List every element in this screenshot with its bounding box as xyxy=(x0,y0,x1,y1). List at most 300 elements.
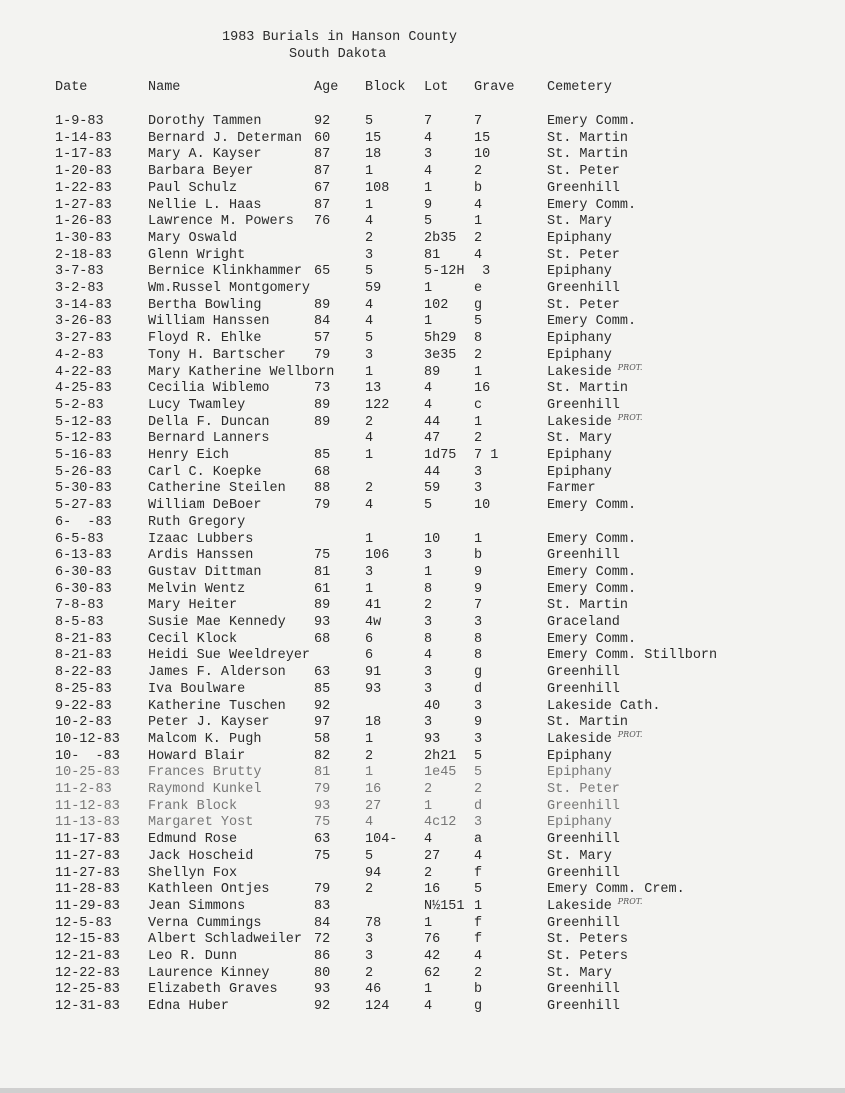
handwritten-note: PROT. xyxy=(617,729,643,739)
cell-cemetery: Emery Comm. Stillborn xyxy=(547,648,718,664)
cell-age: 88 xyxy=(314,481,331,497)
cell-grave: 9 xyxy=(474,564,483,580)
cell-age: 89 xyxy=(314,297,331,313)
table-row xyxy=(0,381,845,398)
cell-cemetery: Epiphany xyxy=(547,464,612,480)
cell-block: 4w xyxy=(365,615,382,630)
table-row xyxy=(0,916,845,933)
cell-date: 6-30-83 xyxy=(55,581,112,597)
cell-cemetery: St. Mary xyxy=(547,214,612,230)
cell-grave: d xyxy=(474,798,483,814)
cell-lot: 81 xyxy=(424,247,441,263)
cell-name: Edna Huber xyxy=(148,999,230,1015)
cell-block: 59 xyxy=(365,281,382,296)
table-row xyxy=(0,498,845,515)
cell-block: 5 xyxy=(365,114,374,129)
cell-block: 27 xyxy=(365,798,382,814)
cell-name: Bernard J. Determan xyxy=(148,130,302,146)
cell-grave: 2 xyxy=(474,230,483,246)
cell-date: 8-21-83 xyxy=(55,648,112,664)
cell-grave: f xyxy=(474,915,483,931)
cell-name: Dorothy Tammen xyxy=(148,114,262,129)
cell-cemetery: Epiphany xyxy=(547,765,612,781)
cell-block: 93 xyxy=(365,681,382,697)
header-age: Age xyxy=(314,80,339,95)
cell-name: Lawrence M. Powers xyxy=(148,214,294,230)
table-row xyxy=(0,565,845,582)
cell-age: 89 xyxy=(314,598,331,614)
cell-block: 1 xyxy=(365,448,374,463)
cell-cemetery: St. Peter xyxy=(547,247,620,263)
cell-date: 11-17-83 xyxy=(55,832,120,848)
cell-lot: 1 xyxy=(424,798,433,814)
cell-block: 1 xyxy=(365,765,374,781)
cell-cemetery: St. Martin xyxy=(547,147,629,163)
document-title: 1983 Burials in Hanson County xyxy=(222,30,457,45)
cell-grave: f xyxy=(474,932,483,948)
cell-lot: 27 xyxy=(424,848,441,864)
cell-age: 89 xyxy=(314,414,331,430)
header-name: Name xyxy=(148,80,181,95)
cell-block: 2 xyxy=(365,965,374,981)
table-row xyxy=(0,849,845,866)
table-row xyxy=(0,699,845,716)
cell-lot: 1 xyxy=(424,180,433,196)
cell-age: 87 xyxy=(314,164,331,180)
table-row xyxy=(0,548,845,565)
cell-block: 1 xyxy=(365,531,374,547)
cell-name: Mary A. Kayser xyxy=(148,147,262,163)
cell-date: 8-5-83 xyxy=(55,615,104,630)
cell-cemetery: Emery Comm. xyxy=(547,498,637,514)
cell-grave: b xyxy=(474,180,483,196)
cell-block: 2 xyxy=(365,748,374,764)
cell-block: 122 xyxy=(365,397,390,413)
cell-block: 108 xyxy=(365,180,390,196)
table-row xyxy=(0,147,845,164)
cell-cemetery: Greenhill xyxy=(547,397,620,413)
cell-block: 4 xyxy=(365,815,374,831)
cell-age: 93 xyxy=(314,615,331,630)
cell-grave: 2 xyxy=(474,431,483,447)
table-row xyxy=(0,815,845,832)
table-row xyxy=(0,198,845,215)
cell-lot: 93 xyxy=(424,731,441,747)
cell-cemetery: Lakeside xyxy=(547,364,612,380)
cell-lot: 62 xyxy=(424,965,441,981)
cell-name: Jack Hoscheid xyxy=(148,848,254,864)
cell-name: Carl C. Koepke xyxy=(148,464,262,480)
cell-age: 75 xyxy=(314,548,331,564)
cell-block: 2 xyxy=(365,882,374,898)
cell-block: 4 xyxy=(365,498,374,514)
table-row xyxy=(0,799,845,816)
cell-cemetery: Greenhill xyxy=(547,832,620,848)
cell-name: Bertha Bowling xyxy=(148,297,262,313)
cell-cemetery: Emery Comm. xyxy=(547,197,637,213)
table-row xyxy=(0,765,845,782)
cell-date: 12-25-83 xyxy=(55,982,120,998)
cell-age: 79 xyxy=(314,498,331,514)
cell-block: 1 xyxy=(365,364,374,380)
cell-age: 92 xyxy=(314,698,331,714)
cell-lot: 1 xyxy=(424,982,433,998)
cell-age: 81 xyxy=(314,765,331,781)
cell-date: 3-7-83 xyxy=(55,264,104,280)
table-header xyxy=(0,80,845,97)
cell-cemetery: Epiphany xyxy=(547,748,612,764)
cell-date: 11-29-83 xyxy=(55,898,120,914)
cell-block: 106 xyxy=(365,548,390,564)
cell-grave: d xyxy=(474,681,483,697)
handwritten-note: PROT. xyxy=(617,896,643,906)
cell-lot: 2 xyxy=(424,782,433,797)
cell-age: 86 xyxy=(314,949,331,964)
cell-grave: 9 xyxy=(474,581,483,597)
cell-date: 10- -83 xyxy=(55,748,120,764)
cell-lot: 1d75 xyxy=(424,448,457,463)
cell-block: 104- xyxy=(365,832,398,848)
cell-cemetery: St. Martin xyxy=(547,130,629,146)
cell-lot: 5 xyxy=(424,498,433,514)
cell-lot: 3 xyxy=(424,715,433,731)
cell-cemetery: Epiphany xyxy=(547,331,612,347)
cell-block: 91 xyxy=(365,665,382,681)
cell-name: James F. Alderson xyxy=(148,665,286,681)
cell-lot: 3 xyxy=(424,147,433,163)
cell-date: 1-27-83 xyxy=(55,197,112,213)
cell-date: 12-5-83 xyxy=(55,915,112,931)
cell-date: 6-13-83 xyxy=(55,548,112,564)
cell-cemetery: Emery Comm. xyxy=(547,631,637,647)
cell-cemetery: St. Peter xyxy=(547,297,620,313)
cell-lot: 2 xyxy=(424,865,433,881)
cell-lot: 8 xyxy=(424,581,433,597)
cell-grave: 8 xyxy=(474,331,483,347)
table-row xyxy=(0,782,845,799)
table-row xyxy=(0,264,845,281)
cell-age: 84 xyxy=(314,314,331,330)
cell-cemetery: Epiphany xyxy=(547,264,612,280)
cell-block: 3 xyxy=(365,949,374,964)
cell-date: 1-30-83 xyxy=(55,230,112,246)
cell-block: 6 xyxy=(365,648,374,664)
cell-name: Cecil Klock xyxy=(148,631,238,647)
cell-lot: 5 xyxy=(424,214,433,230)
cell-age: 85 xyxy=(314,681,331,697)
table-row xyxy=(0,231,845,248)
cell-cemetery: Greenhill xyxy=(547,548,620,564)
cell-lot: 4 xyxy=(424,381,433,397)
table-row xyxy=(0,949,845,966)
cell-cemetery: Emery Comm. Crem. xyxy=(547,882,685,898)
cell-age: 57 xyxy=(314,331,331,347)
cell-date: 3-26-83 xyxy=(55,314,112,330)
cell-age: 76 xyxy=(314,214,331,230)
cell-name: Cecilia Wiblemo xyxy=(148,381,270,397)
table-row xyxy=(0,715,845,732)
cell-grave: 9 xyxy=(474,715,483,731)
table-row xyxy=(0,131,845,148)
cell-name: Susie Mae Kennedy xyxy=(148,615,286,630)
cell-cemetery: Emery Comm. xyxy=(547,114,637,129)
table-row xyxy=(0,298,845,315)
cell-block: 2 xyxy=(365,230,374,246)
cell-block: 13 xyxy=(365,381,382,397)
cell-date: 10-25-83 xyxy=(55,765,120,781)
cell-cemetery: Greenhill xyxy=(547,681,620,697)
cell-date: 5-12-83 xyxy=(55,431,112,447)
cell-age: 63 xyxy=(314,832,331,848)
cell-date: 8-25-83 xyxy=(55,681,112,697)
cell-age: 75 xyxy=(314,848,331,864)
cell-grave: 1 xyxy=(474,214,483,230)
cell-grave: 15 xyxy=(474,130,491,146)
table-row xyxy=(0,866,845,883)
cell-name: Frank Block xyxy=(148,798,238,814)
cell-cemetery: Greenhill xyxy=(547,798,620,814)
cell-age: 87 xyxy=(314,197,331,213)
cell-cemetery: Epiphany xyxy=(547,230,612,246)
cell-date: 12-22-83 xyxy=(55,965,120,981)
cell-block: 6 xyxy=(365,631,374,647)
table-row xyxy=(0,682,845,699)
cell-block: 16 xyxy=(365,782,382,797)
cell-cemetery: Emery Comm. xyxy=(547,564,637,580)
cell-lot: 44 xyxy=(424,464,441,480)
cell-date: 12-21-83 xyxy=(55,949,120,964)
cell-cemetery: Greenhill xyxy=(547,180,620,196)
table-row xyxy=(0,412,845,432)
cell-lot: 1 xyxy=(424,314,433,330)
cell-date: 11-27-83 xyxy=(55,865,120,881)
cell-grave: 5 xyxy=(474,882,483,898)
cell-name: Leo R. Dunn xyxy=(148,949,238,964)
cell-date: 3-14-83 xyxy=(55,297,112,313)
cell-age: 84 xyxy=(314,915,331,931)
cell-block: 1 xyxy=(365,731,374,747)
cell-cemetery: St. Peter xyxy=(547,164,620,180)
cell-block: 5 xyxy=(365,331,374,347)
cell-grave: 8 xyxy=(474,631,483,647)
cell-name: Bernard Lanners xyxy=(148,431,270,447)
cell-lot: 7 xyxy=(424,114,433,129)
cell-lot: 2h21 xyxy=(424,748,457,764)
table-row xyxy=(0,114,845,131)
cell-date: 3-2-83 xyxy=(55,281,104,296)
cell-grave: 5 xyxy=(474,314,483,330)
cell-block: 4 xyxy=(365,297,374,313)
document-subtitle: South Dakota xyxy=(289,47,387,62)
cell-block: 3 xyxy=(365,932,374,948)
cell-name: Heidi Sue Weeldreyer xyxy=(148,648,311,664)
cell-cemetery: St. Martin xyxy=(547,715,629,731)
cell-lot: 4 xyxy=(424,648,433,664)
cell-lot: 3 xyxy=(424,615,433,630)
cell-name: Peter J. Kayser xyxy=(148,715,270,731)
table-row xyxy=(0,615,845,632)
cell-age: 68 xyxy=(314,464,331,480)
cell-block: 3 xyxy=(365,564,374,580)
cell-lot: 40 xyxy=(424,698,441,714)
cell-date: 9-22-83 xyxy=(55,698,112,714)
cell-grave: b xyxy=(474,982,483,998)
cell-age: 79 xyxy=(314,782,331,797)
table-row xyxy=(0,632,845,649)
cell-age: 73 xyxy=(314,381,331,397)
table-row xyxy=(0,582,845,599)
cell-date: 2-18-83 xyxy=(55,247,112,263)
cell-lot: 5h29 xyxy=(424,331,457,347)
cell-age: 93 xyxy=(314,982,331,998)
table-row xyxy=(0,832,845,849)
table-row xyxy=(0,982,845,999)
cell-name: Glenn Wright xyxy=(148,247,246,263)
cell-name: Kathleen Ontjes xyxy=(148,882,270,898)
cell-date: 5-26-83 xyxy=(55,464,112,480)
cell-date: 11-28-83 xyxy=(55,882,120,898)
cell-lot: 2b35 xyxy=(424,230,457,246)
cell-lot: 16 xyxy=(424,882,441,898)
cell-grave: 3 xyxy=(474,731,483,747)
cell-grave: 7 xyxy=(474,598,483,614)
table-row xyxy=(0,348,845,365)
table-row xyxy=(0,331,845,348)
cell-age: 80 xyxy=(314,965,331,981)
cell-name: Paul Schulz xyxy=(148,180,238,196)
cell-name: Gustav Dittman xyxy=(148,564,262,580)
cell-grave: 2 xyxy=(474,782,483,797)
cell-cemetery: St. Martin xyxy=(547,598,629,614)
cell-lot: 9 xyxy=(424,197,433,213)
cell-lot: 47 xyxy=(424,431,441,447)
cell-date: 7-8-83 xyxy=(55,598,104,614)
cell-grave: 3 xyxy=(474,464,483,480)
cell-cemetery: Lakeside Cath. xyxy=(547,698,661,714)
cell-date: 4-2-83 xyxy=(55,347,104,363)
cell-lot: 44 xyxy=(424,414,441,430)
cell-block: 15 xyxy=(365,130,382,146)
cell-name: Malcom K. Pugh xyxy=(148,731,262,747)
cell-age: 61 xyxy=(314,581,331,597)
cell-date: 6-30-83 xyxy=(55,564,112,580)
cell-date: 11-2-83 xyxy=(55,782,112,797)
cell-date: 5-12-83 xyxy=(55,414,112,430)
cell-lot: 5-12H xyxy=(424,264,465,280)
cell-age: 68 xyxy=(314,631,331,647)
cell-date: 1-26-83 xyxy=(55,214,112,230)
cell-name: Wm.Russel Montgomery xyxy=(148,281,311,296)
cell-age: 81 xyxy=(314,564,331,580)
cell-name: William Hanssen xyxy=(148,314,270,330)
cell-name: Izaac Lubbers xyxy=(148,531,254,547)
cell-name: Katherine Tuschen xyxy=(148,698,286,714)
cell-grave: 5 xyxy=(474,748,483,764)
cell-block: 18 xyxy=(365,147,382,163)
cell-grave: 3 xyxy=(474,615,483,630)
table-row xyxy=(0,214,845,231)
cell-grave: 16 xyxy=(474,381,491,397)
cell-block: 18 xyxy=(365,715,382,731)
cell-date: 1-17-83 xyxy=(55,147,112,163)
cell-grave: 3 xyxy=(474,481,483,497)
cell-name: Melvin Wentz xyxy=(148,581,246,597)
cell-name: Jean Simmons xyxy=(148,898,246,914)
cell-name: Raymond Kunkel xyxy=(148,782,262,797)
cell-lot: 1 xyxy=(424,564,433,580)
cell-name: Verna Cummings xyxy=(148,915,262,931)
cell-cemetery: Farmer xyxy=(547,481,596,497)
cell-lot: 4 xyxy=(424,130,433,146)
table-row xyxy=(0,281,845,298)
cell-grave: 4 xyxy=(474,247,483,263)
table-row xyxy=(0,932,845,949)
cell-block: 5 xyxy=(365,848,374,864)
cell-cemetery: Greenhill xyxy=(547,982,620,998)
cell-lot: 4 xyxy=(424,397,433,413)
cell-date: 8-22-83 xyxy=(55,665,112,681)
cell-cemetery: Emery Comm. xyxy=(547,314,637,330)
header-cemetery: Cemetery xyxy=(547,80,612,95)
cell-cemetery: Lakeside xyxy=(547,414,612,430)
cell-date: 1-9-83 xyxy=(55,114,104,129)
cell-age: 93 xyxy=(314,798,331,814)
cell-name: Edmund Rose xyxy=(148,832,238,848)
cell-date: 11-27-83 xyxy=(55,848,120,864)
cell-block: 1 xyxy=(365,164,374,180)
cell-grave: 1 xyxy=(474,364,483,380)
cell-lot: 102 xyxy=(424,297,449,313)
cell-name: Catherine Steilen xyxy=(148,481,286,497)
table-row xyxy=(0,398,845,415)
cell-block: 2 xyxy=(365,481,374,497)
cell-grave: 4 xyxy=(474,197,483,213)
table-row xyxy=(0,448,845,465)
table-row xyxy=(0,749,845,766)
cell-lot: 3e35 xyxy=(424,347,457,363)
cell-cemetery: Greenhill xyxy=(547,865,620,881)
cell-grave: 2 xyxy=(474,965,483,981)
cell-block: 94 xyxy=(365,865,382,881)
cell-lot: 1 xyxy=(424,281,433,296)
cell-name: Mary Heiter xyxy=(148,598,238,614)
cell-date: 3-27-83 xyxy=(55,331,112,347)
cell-grave: 10 xyxy=(474,498,491,514)
cell-grave: 2 xyxy=(474,347,483,363)
cell-grave: g xyxy=(474,999,483,1015)
cell-cemetery: St. Mary xyxy=(547,848,612,864)
cell-date: 1-14-83 xyxy=(55,130,112,146)
cell-name: Iva Boulware xyxy=(148,681,246,697)
cell-age: 87 xyxy=(314,147,331,163)
table-row xyxy=(0,314,845,331)
cell-lot: 3 xyxy=(424,548,433,564)
cell-cemetery: Emery Comm. xyxy=(547,581,637,597)
cell-age: 75 xyxy=(314,815,331,831)
table-row xyxy=(0,882,845,899)
cell-lot: 10 xyxy=(424,531,441,547)
page-edge xyxy=(0,1088,845,1093)
cell-cemetery: Greenhill xyxy=(547,999,620,1015)
cell-name: William DeBoer xyxy=(148,498,262,514)
table-row xyxy=(0,431,845,448)
cell-block: 3 xyxy=(365,347,374,363)
cell-lot: 3 xyxy=(424,681,433,697)
cell-date: 4-25-83 xyxy=(55,381,112,397)
cell-name: Henry Eich xyxy=(148,448,230,463)
cell-grave: f xyxy=(474,865,483,881)
cell-cemetery: Greenhill xyxy=(547,665,620,681)
